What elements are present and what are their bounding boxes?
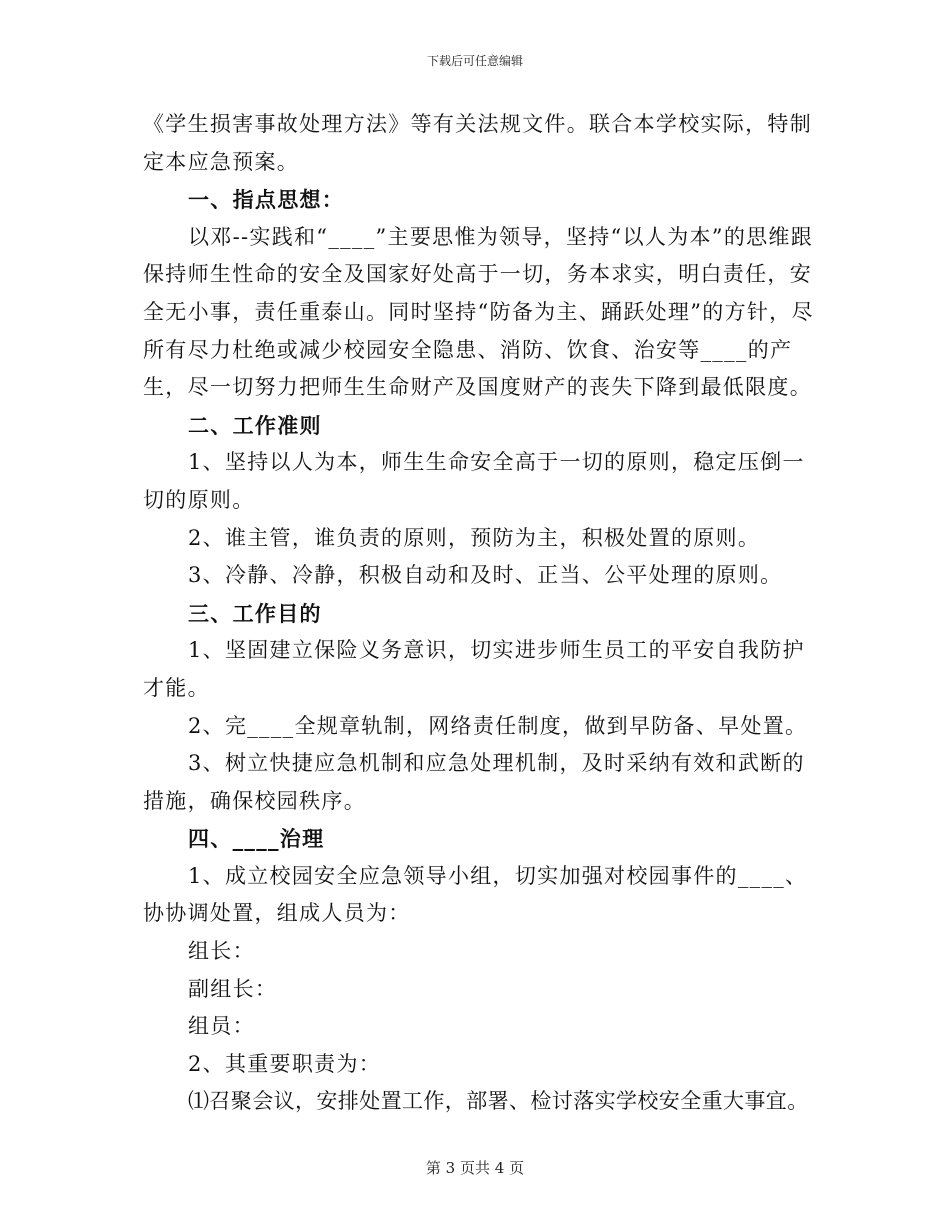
intro-paragraph: 《学生损害事故处理方法》等有关法规文件。联合本学校实际，特制定本应急预案。 xyxy=(143,112,812,174)
page-number: 第 3 页共 4 页 xyxy=(425,1159,525,1177)
guiding-thought-paragraph: 以邓--实践和“____”主要思惟为领导，坚持“以人为本”的思维跟保持师生性命的安全及国家好处高于一切，务本求实，明白责任，安全无小事，责任重泰山。同时坚持“防备为主、踊跃处理”的方针，尽所有尽力杜绝或减少校园安全隐患、消防、饮食、治安等____的产生，尽一切努力把师生生命财产及国度财产的丧失下降到最低限度。 xyxy=(143,224,814,400)
section-heading-1: 一、指点思想： xyxy=(188,187,345,213)
deputy-leader-line: 副组长： xyxy=(188,976,278,1001)
goal-item-1: 1、坚固建立保险义务意识，切实进步师生员工的平安自我防护才能。 xyxy=(143,638,805,700)
page-header: 下载后可任意编辑 xyxy=(426,54,523,68)
section-heading-2: 二、工作准则 xyxy=(188,412,322,438)
management-item-1: 1、成立校园安全应急领导小组，切实加强对校园事件的____、协协调处置，组成人员为： xyxy=(143,863,808,926)
principle-item-2: 2、谁主管，谁负责的原则，预防为主，积极处置的原则。 xyxy=(188,525,761,550)
principle-item-1: 1、坚持以人为本，师生生命安全高于一切的原则，稳定压倒一切的原则。 xyxy=(143,450,805,512)
team-leader-line: 组长： xyxy=(188,939,255,964)
duties-heading: 2、其重要职责为： xyxy=(188,1051,382,1076)
section-heading-4: 四、____治理 xyxy=(188,826,325,852)
section-heading-3: 三、工作目的 xyxy=(188,600,322,626)
team-members-line: 组员： xyxy=(188,1014,255,1039)
goal-item-2: 2、完____全规章轨制，网络责任制度，做到早防备、早处置。 xyxy=(188,713,808,738)
goal-item-3: 3、树立快捷应急机制和应急处理机制，及时采纳有效和武断的措施，确保校园秩序。 xyxy=(143,751,805,813)
duty-item-1: ⑴召聚会议，安排处置工作，部署、检讨落实学校安全重大事宜。 xyxy=(188,1089,809,1114)
document-body xyxy=(143,106,823,1121)
principle-item-3: 3、冷静、冷静，积极自动和及时、正当、公平处理的原则。 xyxy=(188,563,783,588)
